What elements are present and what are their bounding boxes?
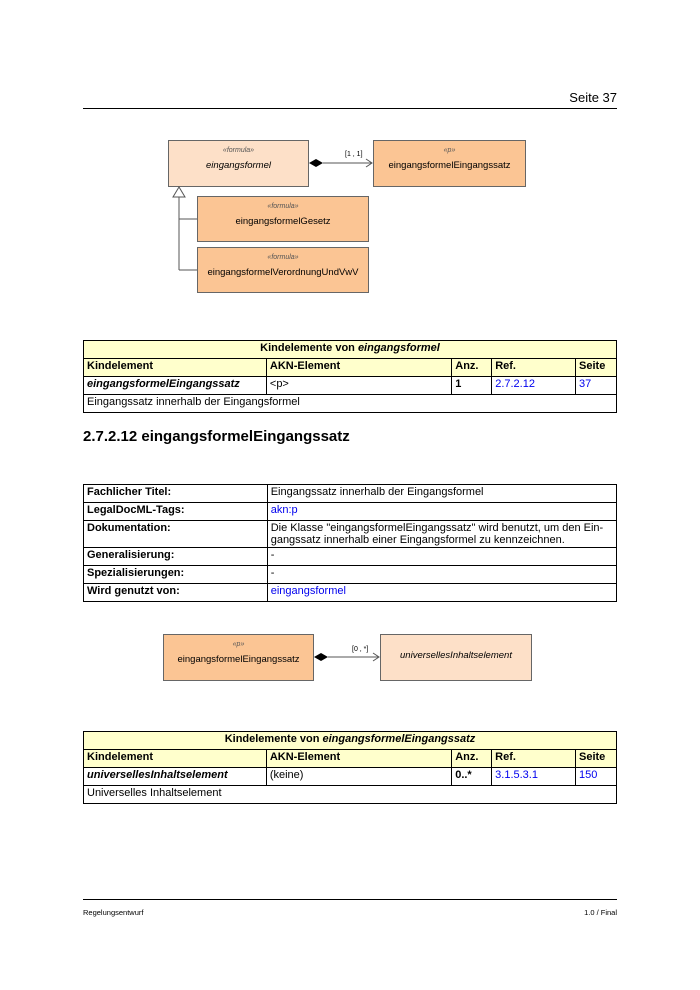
column-header: Kindelement — [84, 750, 267, 768]
class-name: eingangsformelGesetz — [235, 216, 331, 227]
akn-element: (keine) — [266, 768, 451, 786]
column-header: Ref. — [492, 750, 576, 768]
column-header: Anz. — [452, 750, 492, 768]
class-name: eingangsformelEingangssatz — [177, 654, 300, 665]
stereotype-label: «formula» — [267, 203, 299, 210]
property-label: Wird genutzt von: — [84, 584, 268, 602]
child-elements-table-eingangsformel — [83, 340, 617, 413]
class-name: eingangsformel — [206, 160, 271, 171]
count: 0..* — [452, 768, 492, 786]
column-header: Seite — [576, 750, 617, 768]
page-number: Seite 37 — [569, 90, 617, 105]
class-name: eingangsformelEingangssatz — [388, 160, 511, 171]
row-description: Eingangssatz innerhalb der Eingangsformel — [84, 395, 617, 413]
page-link[interactable]: 37 — [576, 377, 617, 395]
column-header: AKN-Element — [266, 750, 451, 768]
ref-link[interactable]: 2.7.2.12 — [492, 377, 576, 395]
child-element-name: eingangsformelEingangssatz — [84, 377, 267, 395]
property-value: Eingangssatz innerhalb der Eingangsformel — [267, 485, 616, 503]
tag-link[interactable]: akn:p — [267, 503, 616, 521]
stereotype-label: «formula» — [267, 254, 299, 261]
child-elements-table-eingangsformeleingangssatz — [83, 731, 617, 804]
column-header: Anz. — [452, 359, 492, 377]
property-label: Fachlicher Titel: — [84, 485, 268, 503]
table-caption: Kindelemente von eingangsformel — [84, 341, 617, 359]
property-value: - — [267, 548, 616, 566]
akn-element: <p> — [266, 377, 451, 395]
table-caption: Kindelemente von eingangsformelEingangssatz — [84, 732, 617, 750]
composition-diamond — [309, 159, 323, 167]
ref-link[interactable]: 3.1.5.3.1 — [492, 768, 576, 786]
property-label: LegalDocML-Tags: — [84, 503, 268, 521]
table-row — [84, 377, 617, 395]
class-name: eingangsformelVerordnungUndVwV — [207, 267, 359, 278]
property-label: Dokumentation: — [84, 521, 268, 548]
child-element-name: universellesInhaltselement — [84, 768, 267, 786]
property-value: - — [267, 566, 616, 584]
page-link[interactable]: 150 — [576, 768, 617, 786]
uml-connectors — [0, 0, 700, 320]
row-description: Universelles Inhaltselement — [84, 786, 617, 804]
property-label: Spezialisierungen: — [84, 566, 268, 584]
used-by-link[interactable]: eingangsformel — [267, 584, 616, 602]
generalization-triangle — [173, 187, 185, 197]
column-header: Seite — [576, 359, 617, 377]
property-label: Generalisierung: — [84, 548, 268, 566]
class-name: universellesInhaltselement — [400, 650, 512, 661]
column-header: Ref. — [492, 359, 576, 377]
composition-diamond — [314, 653, 328, 661]
table-row — [84, 768, 617, 786]
stereotype-label: «p» — [443, 147, 456, 154]
uml-connectors — [0, 620, 700, 700]
multiplicity-label: [0 , *] — [352, 646, 369, 653]
stereotype-label: «formula» — [222, 147, 255, 154]
column-header: Kindelement — [84, 359, 267, 377]
footer-rule — [83, 899, 617, 900]
multiplicity-label: [1 , 1] — [345, 151, 363, 158]
column-header: AKN-Element — [266, 359, 451, 377]
count: 1 — [452, 377, 492, 395]
documentation-text: Die Klasse "eingangsformelEingangssatz" wird benutzt, um den Ein- gangssatz innerhalb einer Eingangsformel zu kennzeichnen. — [267, 521, 616, 548]
section-title: 2.7.2.12 eingangsformelEingangssatz — [83, 428, 350, 445]
footer-left: Regelungsentwurf — [83, 908, 144, 917]
properties-table — [83, 484, 617, 602]
stereotype-label: «p» — [232, 641, 245, 648]
footer-right: 1.0 / Final — [584, 908, 617, 917]
